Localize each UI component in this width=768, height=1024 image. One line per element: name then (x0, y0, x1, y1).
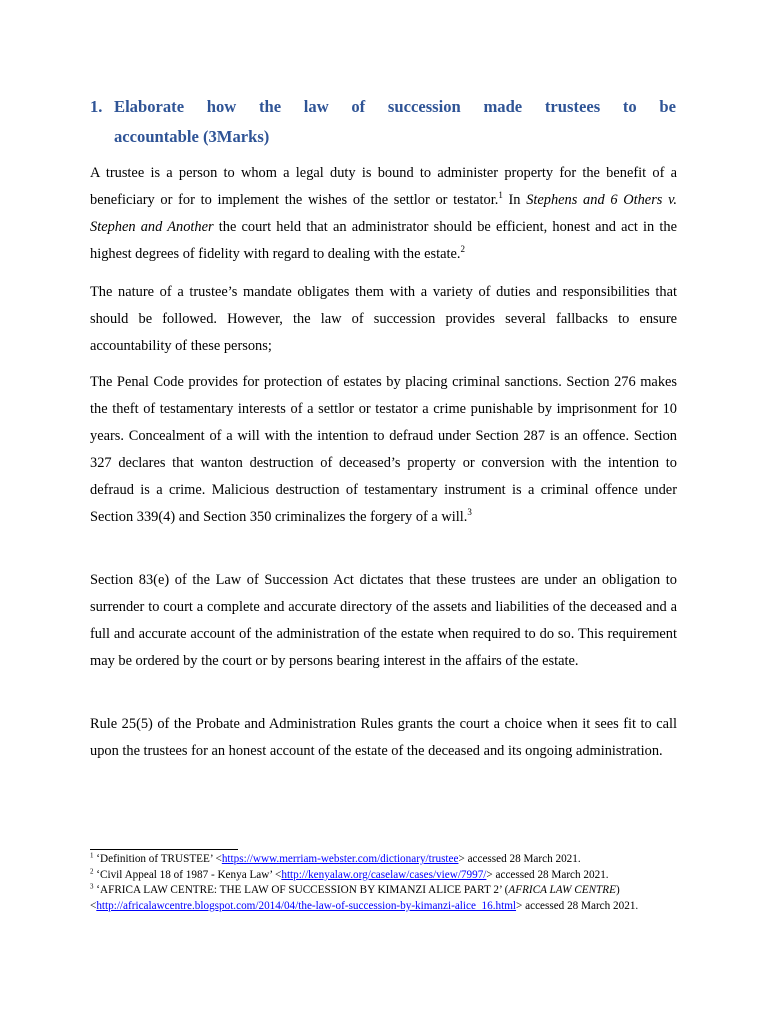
paragraph-rule-25-5: Rule 25(5) of the Probate and Administration Rules grants the court a choice when it sees fit to call upon the trustees for an honest account of the estate of the deceased and its ongoing administration. (90, 716, 677, 760)
paragraph-section-83e: Section 83(e) of the Law of Succession Act dictates that these trustees are under an obligation to surrender to court a complete and accurate directory of the assets and liabilities of the deceased and a full and accurate account of the administration of the estate when required to do so. This requirement may be ordered by the court or by persons bearing interest in the affairs of the estate. (90, 572, 677, 670)
paragraph-trustee-mandate: The nature of a trustee’s mandate obligates them with a variety of duties and responsibilities that should be followed. However, the law of succession provides several fallbacks to ensure accountability of these persons; (90, 284, 677, 355)
heading-number: 1. (90, 97, 103, 116)
footnote-link[interactable]: http://africalawcentre.blogspot.com/2014/04/the-law-of-succession-by-kimanzi-alice_16.html (96, 899, 517, 912)
footnote-1 (90, 852, 686, 868)
footnote-text: ‘Definition of TRUSTEE’ < (93, 853, 222, 865)
footnote-text: ‘AFRICA LAW CENTRE: THE LAW OF SUCCESSION BY KIMANZI ALICE PART 2’ ( (93, 884, 509, 897)
footnote-number: 1 (90, 851, 94, 860)
footnote-number: 2 (90, 866, 94, 875)
paragraph-trustee-definition (90, 160, 677, 268)
footnote-text: > accessed 28 March 2021. (486, 868, 609, 881)
footnote-text: ‘Civil Appeal 18 of 1987 - Kenya Law’ < (93, 868, 282, 881)
footnotes (90, 852, 686, 914)
footnote-text: > accessed 28 March 2021. (458, 853, 581, 865)
footnote-ref-3: 3 (467, 507, 472, 518)
case-name: Stephens and 6 Others v. Stephen and Another (90, 192, 678, 236)
footnote-3 (90, 883, 686, 914)
p1-text-1: A trustee is a person to whom a legal duty is bound to administer property for the benefit of a beneficiary or for to implement the wishes of the settlor or testator. (90, 165, 677, 209)
heading-line-2: accountable (3Marks) (114, 127, 270, 146)
footnote-separator (90, 849, 238, 850)
footnote-link[interactable]: http://kenyalaw.org/caselaw/cases/view/7997/ (281, 868, 487, 881)
footnote-text: > accessed 28 March 2021. (516, 899, 639, 912)
footnote-2 (90, 868, 686, 884)
p1-text-2: In (502, 192, 527, 209)
p1-text-3: the court held that an administrator should be efficient, honest and act in the highest degrees of fidelity with regard to dealing with the estate. (90, 219, 677, 263)
p3-text: The Penal Code provides for protection of estates by placing criminal sanctions. Section 276 makes the theft of testamentary interests of a settlor or testator a crime punishable by imprisonment for 10 years. Concealment of a will with the intention to defraud under Section 287 is an offence. Section 327 declares that wanton destruction of deceased’s property or conversion with the intention to defraud is a crime. Malicious destruction of testamentary instrument is a criminal offence under Section 339(4) and Section 350 criminalizes the forgery of a will. (90, 374, 677, 526)
paragraph-penal-code (90, 369, 677, 532)
footnote-italic-source: AFRICA LAW CENTRE (508, 884, 616, 897)
footnote-ref-2: 2 (460, 244, 465, 255)
footnote-link[interactable]: https://www.merriam-webster.com/dictionary/trustee (221, 853, 459, 865)
footnote-text: ) < (90, 884, 620, 912)
heading-line-1: Elaborate how the law of succession made trustees to be (114, 97, 676, 116)
footnote-number: 3 (90, 882, 94, 891)
footnote-ref-1: 1 (498, 190, 503, 201)
